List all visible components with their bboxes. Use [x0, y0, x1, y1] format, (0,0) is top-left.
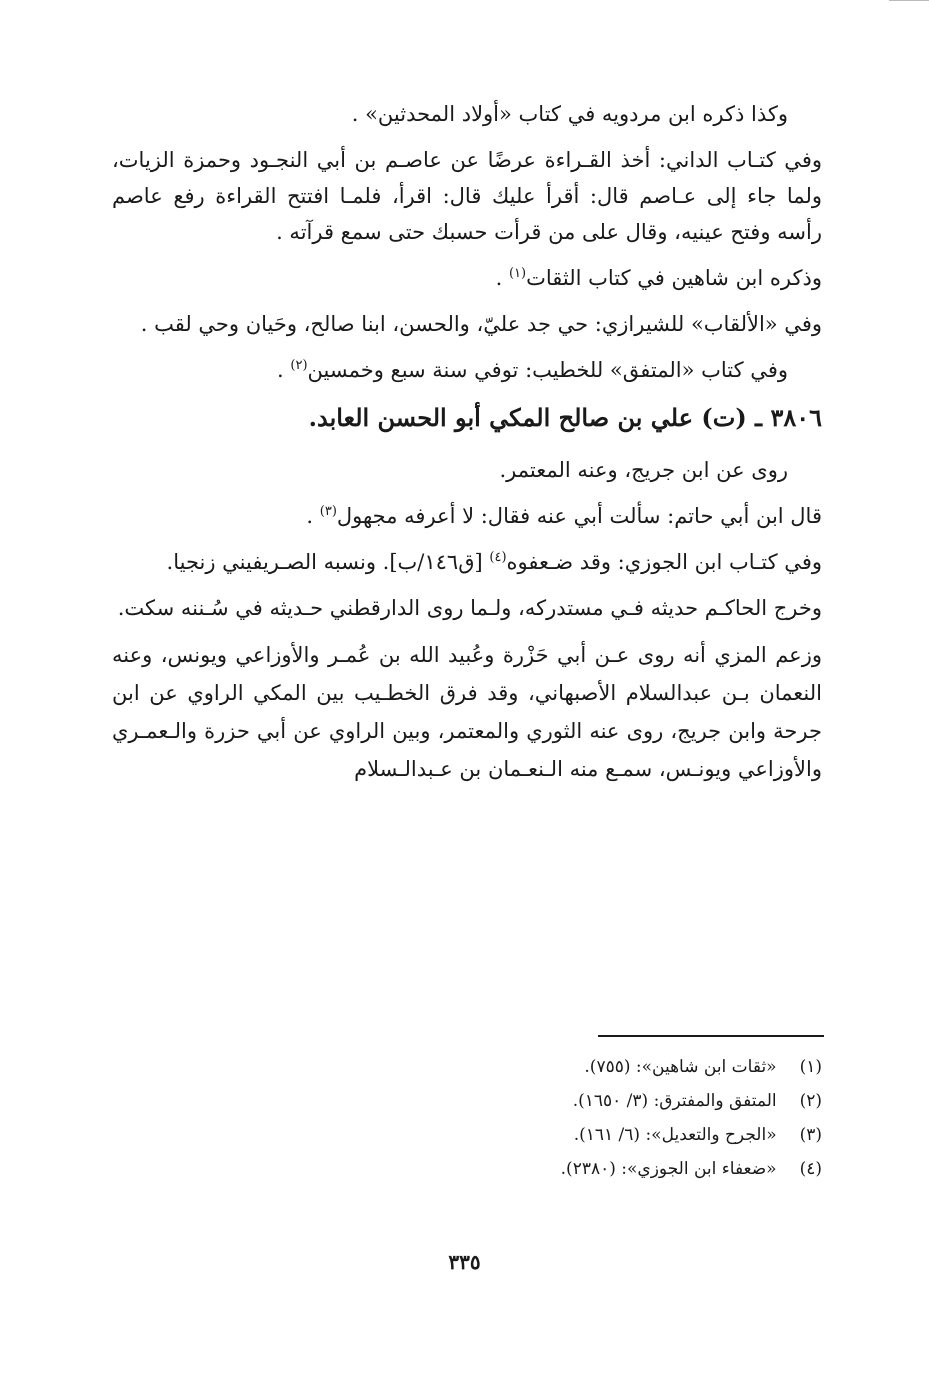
- paragraph-muttafiq: [112, 352, 822, 388]
- footnote-item: [112, 1050, 822, 1084]
- footnotes: [112, 1050, 822, 1186]
- footnote-ref: (٢): [290, 358, 308, 373]
- paragraph-dani: [112, 142, 822, 250]
- footnote-text: «ثقات ابن شاهين»: (٧٥٥).: [584, 1057, 777, 1077]
- page-number: ٣٣٥: [448, 1250, 481, 1274]
- paragraph-text: وفي كتـاب ابن الجوزي: وقد ضـعفوه: [506, 550, 822, 574]
- paragraph-text: قال ابن أبي حاتم: سألت أبي عنه فقال: لا أعرفه مجهول: [336, 504, 822, 528]
- paragraph-text: وكذا ذكره ابن مردويه في كتاب «أولاد المحدثين» .: [351, 102, 788, 126]
- paragraph-text: وفي «الألقاب» للشيرازي: حي جد عليّ، والحسن، ابنا صالح، وحَيان وحي لقب .: [140, 312, 822, 336]
- footnote-separator: [598, 1035, 824, 1037]
- page-body: [112, 96, 822, 798]
- paragraph-text: وفي كتاب «المتفق» للخطيب: توفي سنة سبع وخمسين: [307, 358, 788, 382]
- footnote-item: [112, 1084, 822, 1118]
- paragraph-mizzi: [112, 636, 822, 788]
- paragraph-ibn-jawzi: [112, 544, 822, 580]
- paragraph-alqab: [112, 306, 822, 342]
- paragraph-ibn-shahin: [112, 260, 822, 296]
- paragraph-hakim: [112, 590, 822, 626]
- paragraph-text: روى عن ابن جريج، وعنه المعتمر.: [499, 458, 788, 482]
- scan-edge-mark: [889, 0, 929, 5]
- paragraph-ibn-abi-hatim: [112, 498, 822, 534]
- footnote-item: [112, 1118, 822, 1152]
- footnote-ref: (٤): [489, 550, 507, 565]
- paragraph-tail: [ق١٤٦/ب]. ونسبه الصـريفيني زنجيا.: [166, 550, 490, 574]
- footnote-number: (٤): [799, 1159, 822, 1179]
- footnote-number: (٣): [799, 1125, 822, 1145]
- paragraph-tail: .: [277, 358, 291, 382]
- paragraph-ibn-mardawayh: [112, 96, 822, 132]
- paragraph-text: وفي كتـاب الداني: أخذ القـراءة عرضًا عن عاصـم بن أبي النجـود وحمزة الزيات، ولما جاء إلى عـاصم قال: أقرأ عليك قال: اقرأ، فلمـا افتتح القراءة رفع عاصم رأسه وفتح عينيه، وقال على من قرأت حسبك حتى سمع قرآته .: [112, 148, 822, 244]
- footnote-number: (١): [799, 1057, 822, 1077]
- paragraph-tail: .: [495, 266, 509, 290]
- footnote-text: «الجرح والتعديل»: (٦/ ١٦١).: [573, 1125, 777, 1145]
- entry-heading: ٣٨٠٦ ـ (ت) علي بن صالح المكي أبو الحسن العابد.: [308, 403, 822, 432]
- footnote-ref: (١): [508, 266, 527, 281]
- paragraph-text: وذكره ابن شاهين في كتاب الثقات: [526, 266, 822, 290]
- paragraph-text: وزعم المزي أنه روى عـن أبي حَزْرة وعُبيد الله بن عُمـر والأوزاعي ويونس، وعنه النعمان بـن عبدالسلام الأصبهاني، وقد فرق الخطـيب بين المكي الراوي عن ابن جرحة وابن جريج، روى عنه الثوري والمعتمر، وبين الراوي عن أبي حزرة والـعمـري والأوزاعي ويونـس، سمـع منه الـنعـمان بن عـبدالـسلام: [112, 643, 822, 781]
- paragraph-tail: .: [306, 504, 320, 528]
- footnote-text: «ضعفاء ابن الجوزي»: (٢٣٨٠).: [560, 1159, 777, 1179]
- paragraph-riwaya: [112, 452, 822, 488]
- paragraph-text: وخرج الحاكـم حديثه فـي مستدركه، ولـما روى الدارقطني حـديثه في سُـننه سكت.: [117, 596, 822, 620]
- footnote-ref: (٣): [319, 504, 337, 519]
- footnote-number: (٢): [799, 1091, 822, 1111]
- footnote-item: [112, 1152, 822, 1186]
- footnote-text: المتفق والمفترق: (٣/ ١٦٥٠).: [572, 1091, 777, 1111]
